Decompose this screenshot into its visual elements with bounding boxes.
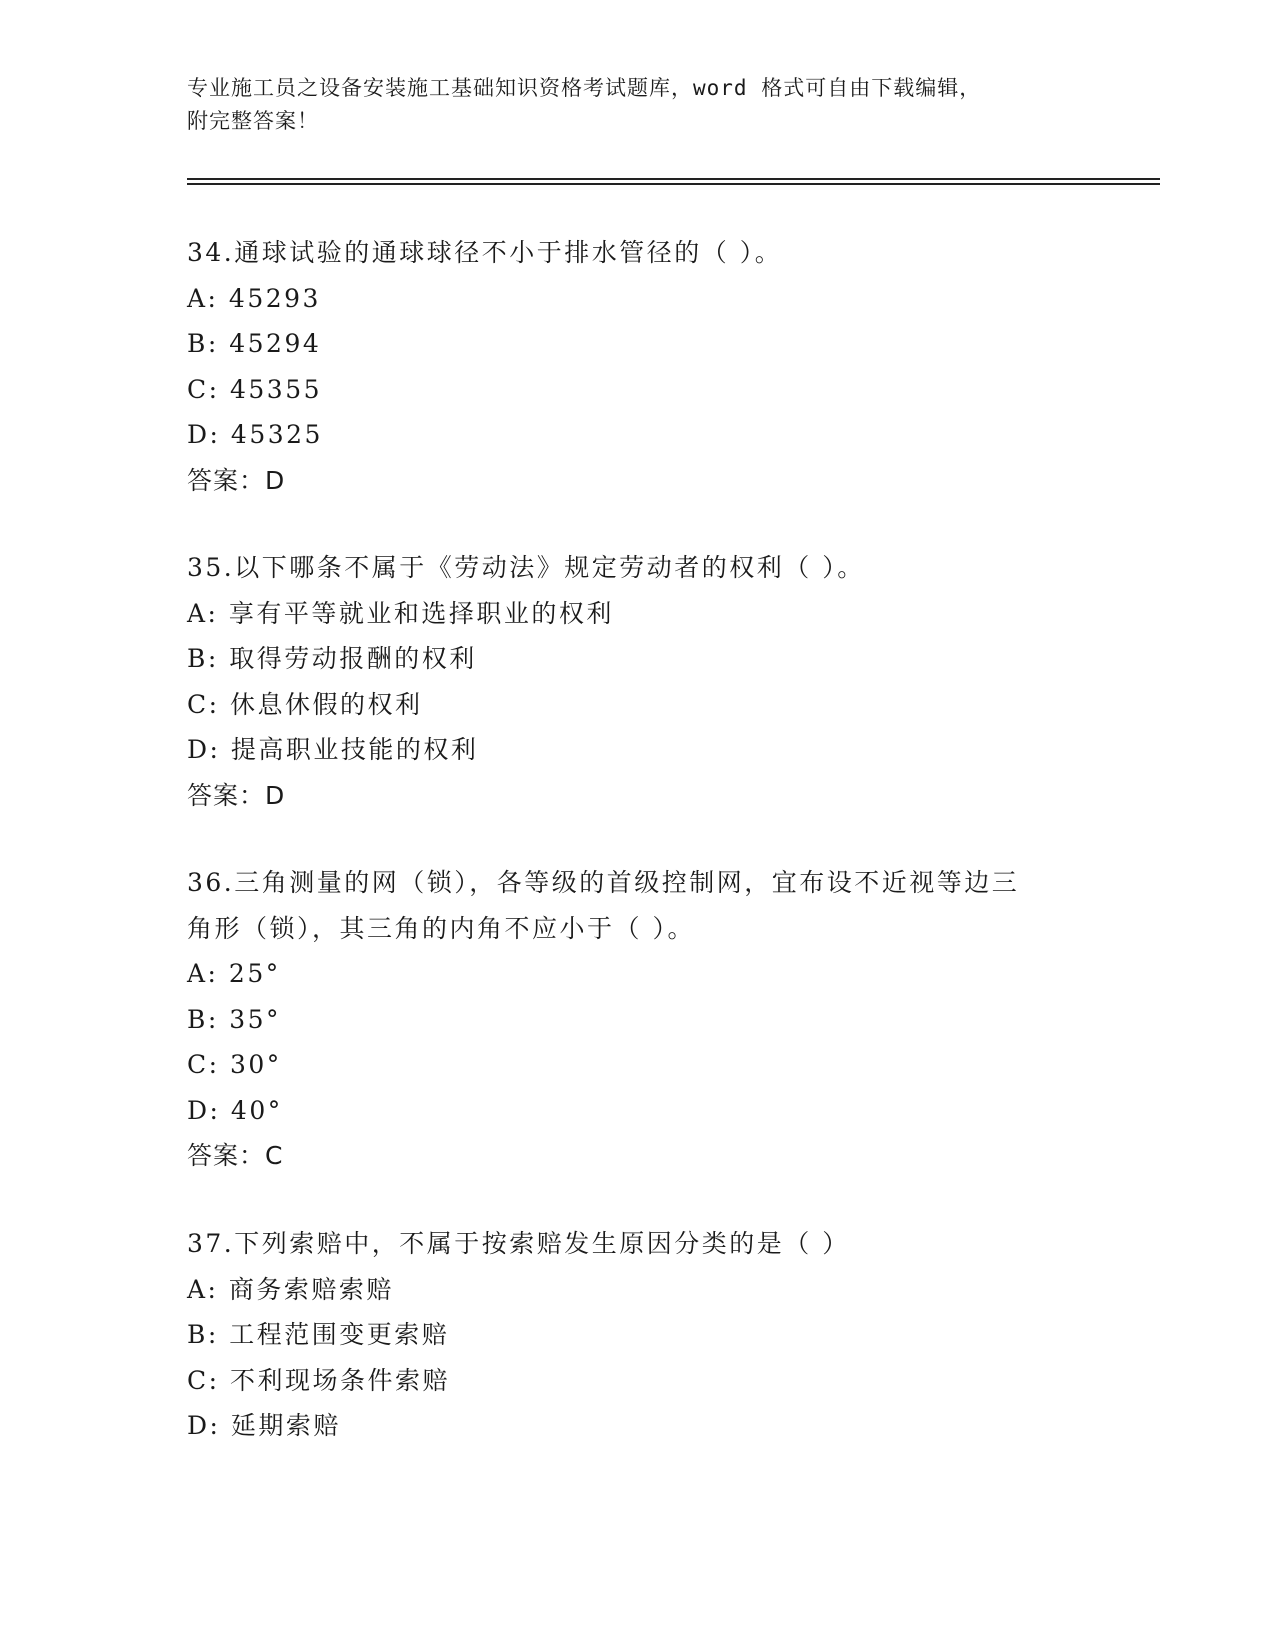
option-d: D: 45325 (187, 420, 323, 449)
answer: 答案：D (187, 780, 286, 810)
answer: 答案：C (187, 1141, 284, 1170)
option-a: A: 商务索赔索赔 (187, 1274, 394, 1304)
option-b: B: 35° (187, 1004, 282, 1034)
header-divider-bottom (187, 183, 1160, 185)
question-stem: 35.以下哪条不属于《劳动法》规定劳动者的权利（ ）。 (187, 553, 865, 582)
answer: 答案：D (187, 465, 286, 495)
option-b: B: 取得劳动报酬的权利 (187, 644, 477, 673)
question-stem-line-2: 角形（锁），其三角的内角不应小于（ ）。 (187, 913, 695, 943)
option-c: C: 休息休假的权利 (187, 689, 423, 719)
header-divider-top (187, 178, 1160, 180)
question-stem: 34.通球试验的通球球径不小于排水管径的（ ）。 (187, 238, 783, 267)
header-line-2: 附完整答案！ (187, 109, 319, 133)
option-b: B: 工程范围变更索赔 (187, 1320, 450, 1349)
option-d: D: 提高职业技能的权利 (187, 735, 479, 764)
option-c: C: 45355 (187, 374, 323, 404)
option-d: D: 40° (187, 1095, 283, 1125)
option-a: A: 25° (187, 959, 281, 988)
option-a: A: 享有平等就业和选择职业的权利 (187, 598, 614, 628)
question-stem-line-1: 36.三角测量的网（锁），各等级的首级控制网，宜布设不近视等边三 (187, 868, 1020, 897)
question-37 (187, 1221, 1087, 1449)
option-c: C: 30° (187, 1050, 282, 1079)
option-c: C: 不利现场条件索赔 (187, 1365, 450, 1395)
question-34 (187, 230, 1087, 503)
question-35 (187, 545, 1087, 818)
option-b: B: 45294 (187, 329, 322, 358)
option-a: A: 45293 (187, 283, 321, 313)
header-line-1: 专业施工员之设备安装施工基础知识资格考试题库，word 格式可自由下载编辑， (187, 76, 982, 100)
question-stem: 37.下列索赔中，不属于按索赔发生原因分类的是（ ） (187, 1229, 850, 1258)
question-36 (187, 860, 1087, 1179)
option-d: D: 延期索赔 (187, 1411, 341, 1440)
document-header (187, 72, 1077, 138)
